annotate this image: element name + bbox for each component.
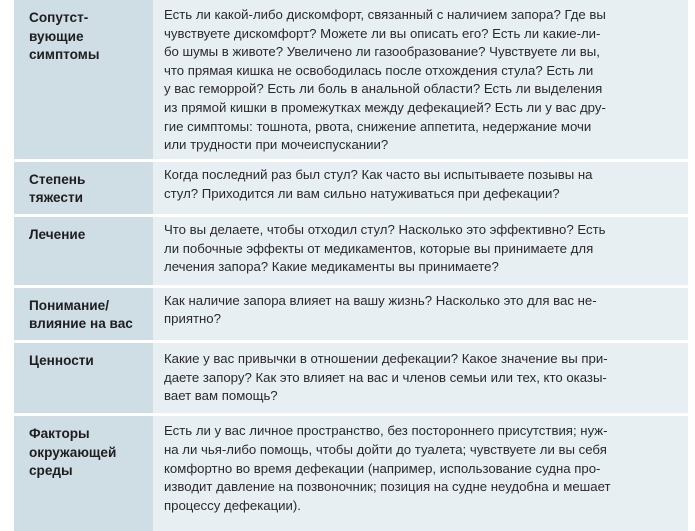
row-questions: Что вы делаете, чтобы отходил стул? Насколько это эффективно? Есть ли побочные эффекты от медикаментов, которые вы принимаете для лечения запора? Какие медикаменты вы принимаете?	[164, 222, 606, 275]
row-question-cell	[153, 341, 688, 414]
table-row-concomitant-symptoms	[14, 0, 688, 160]
row-label: Ценности	[29, 352, 94, 368]
row-question-cell	[153, 160, 688, 215]
row-questions: Есть ли у вас личное пространство, без постороннего присутствия; нуж- на ли чья-либо помощь, чтобы дойти до туалета; чувствуете ли вы себя комфортно во время дефекации (например, использование судна про- изводит давление на позвоночник; позиция на судне неудобна и мешает процессу дефекации).	[164, 423, 611, 513]
row-label-cell	[14, 286, 153, 341]
row-question-cell	[153, 286, 688, 341]
row-question-cell	[153, 0, 688, 160]
row-question-cell	[153, 216, 688, 286]
row-label-cell	[14, 415, 153, 531]
assessment-table	[14, 0, 688, 531]
row-label: Факторы окружающей среды	[29, 426, 117, 479]
table-row-environmental-factors	[14, 415, 688, 531]
row-questions: Какие у вас привычки в отношении дефекации? Какое значение вы при- даете запору? Как это влияет на вас и членов семьи или тех, кто оказы- вает вам помощь?	[164, 350, 608, 404]
table-row-understanding-impact	[14, 286, 688, 341]
row-label: Сопутст- вующие симптомы	[29, 10, 100, 62]
row-questions: Когда последний раз был стул? Как часто вы испытываете позывы на стул? Приходится ли вам сильно натуживаться при дефекации?	[164, 166, 593, 201]
row-label-cell	[14, 216, 153, 286]
row-questions: Как наличие запора влияет на вашу жизнь? Насколько это для вас не- приятно?	[164, 292, 597, 327]
row-questions: Есть ли какой-либо дискомфорт, связанный с наличием запора? Где вы чувствуете дискомфорт? Можете ли вы описать его? Есть ли какие-ли- бо шумы в животе? Увеличено ли газообразование? Чувствуете ли вы, что прямая кишка не освободилась после отхождения стула? Есть ли у вас геморрой? Есть ли боль в анальной области? Есть ли выделения из прямой кишки в промежутках между дефекацией? Есть ли у вас дру- гие симптомы: тошнота, рвота, снижение аппетита, недержание мочи или трудности при мочеиспускании?	[164, 7, 606, 153]
table-row-severity	[14, 160, 688, 215]
table-row-values	[14, 341, 688, 414]
row-label: Понимание/ влияние на вас	[29, 297, 133, 332]
row-label: Степень тяжести	[29, 171, 86, 206]
row-label-cell	[14, 0, 153, 160]
row-question-cell	[153, 415, 688, 531]
row-label-cell	[14, 341, 153, 414]
row-label-cell	[14, 160, 153, 215]
row-label: Лечение	[29, 227, 86, 243]
table-row-treatment	[14, 216, 688, 286]
